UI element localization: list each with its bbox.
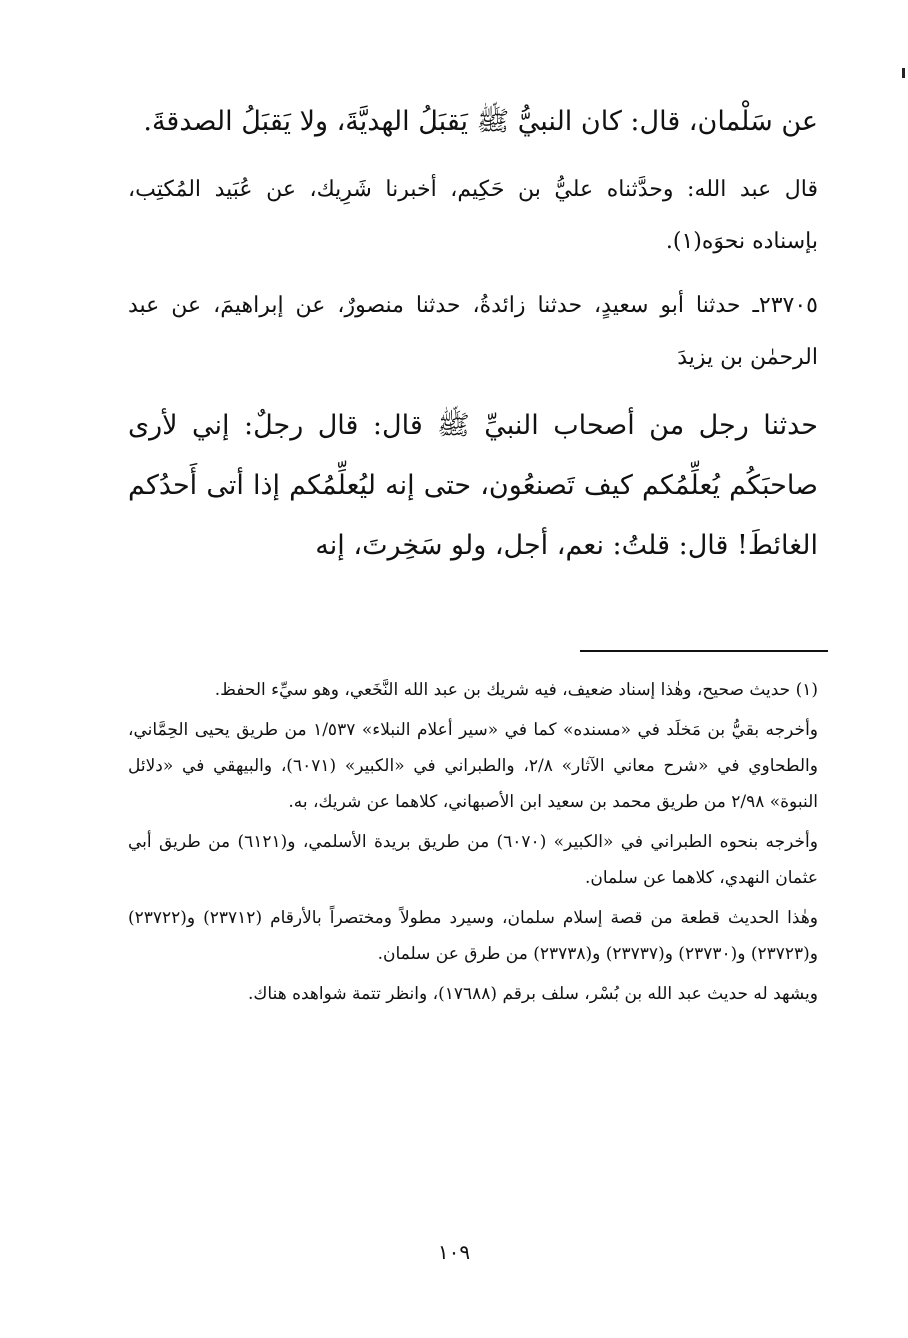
hadith-number-isnad: ٢٣٧٠٥ـ حدثنا أبو سعيدٍ، حدثنا زائدةُ، حدثنا منصورٌ، عن إبراهيمَ، عن عبد الرحمٰن بن يزيدَ bbox=[128, 293, 818, 370]
margin-mark bbox=[902, 68, 905, 78]
isnad-text-1: قال عبد الله: وحدَّثناه عليُّ بن حَكِيم، أخبرنا شَرِيك، عن عُبَيد المُكتِب، بإسناده نحوَه(١). bbox=[128, 177, 818, 254]
page-number: ١٠٩ bbox=[437, 1240, 471, 1264]
footnote-1: (١) حديث صحيح، وهٰذا إسناد ضعيف، فيه شريك بن عبد الله النَّخَعي، وهو سيِّء الحفظ. bbox=[214, 680, 818, 700]
main-text bbox=[128, 92, 818, 576]
hadith-text-1: عن سَلْمان، قال: كان النبيُّ ﷺ يَقبَلُ الهديَّةَ، ولا يَقبَلُ الصدقةَ. bbox=[143, 106, 818, 137]
footnote-3: وأخرجه بنحوه الطبراني في «الكبير» (٦٠٧٠) من طريق بريدة الأسلمي، و(٦١٢١) من طريق أبي عثمان النهدي، كلاهما عن سلمان. bbox=[128, 832, 818, 888]
footnotes bbox=[128, 672, 818, 1016]
footnote-2: وأخرجه بقيُّ بن مَخلَد في «مسنده» كما في «سير أعلام النبلاء» ١/٥٣٧ من طريق يحيى الحِمَّاني، والطحاوي في «شرح معاني الآثار» ٢/٨، والطبراني في «الكبير» (٦٠٧١)، والبيهقي في «دلائل النبوة» ٢/٩٨ من طريق محمد بن سعيد ابن الأصبهاني، كلاهما عن شريك، به. bbox=[128, 720, 818, 812]
footnote-4: وهٰذا الحديث قطعة من قصة إسلام سلمان، وسيرد مطولاً ومختصراً بالأرقام (٢٣٧١٢) و(٢٣٧٢٢) و(٢٣٧٢٣) و(٢٣٧٣٠) و(٢٣٧٣٧) و(٢٣٧٣٨) من طرق عن سلمان. bbox=[128, 908, 818, 964]
footnote-5: ويشهد له حديث عبد الله بن بُسْر، سلف برقم (١٧٦٨٨)، وانظر تتمة شواهده هناك. bbox=[247, 984, 818, 1004]
footnote-separator bbox=[580, 650, 828, 652]
hadith-text-2: حدثنا رجل من أصحاب النبيِّ ﷺ قال: قال رجلٌ: إني لأرى صاحبَكُم يُعلِّمُكم كيف تَصنعُون، حتى إنه ليُعلِّمُكم إذا أتى أَحدُكم الغائطَ! قال: قلتُ: نعم، أجل، ولو سَخِرتَ، إنه bbox=[128, 410, 818, 561]
